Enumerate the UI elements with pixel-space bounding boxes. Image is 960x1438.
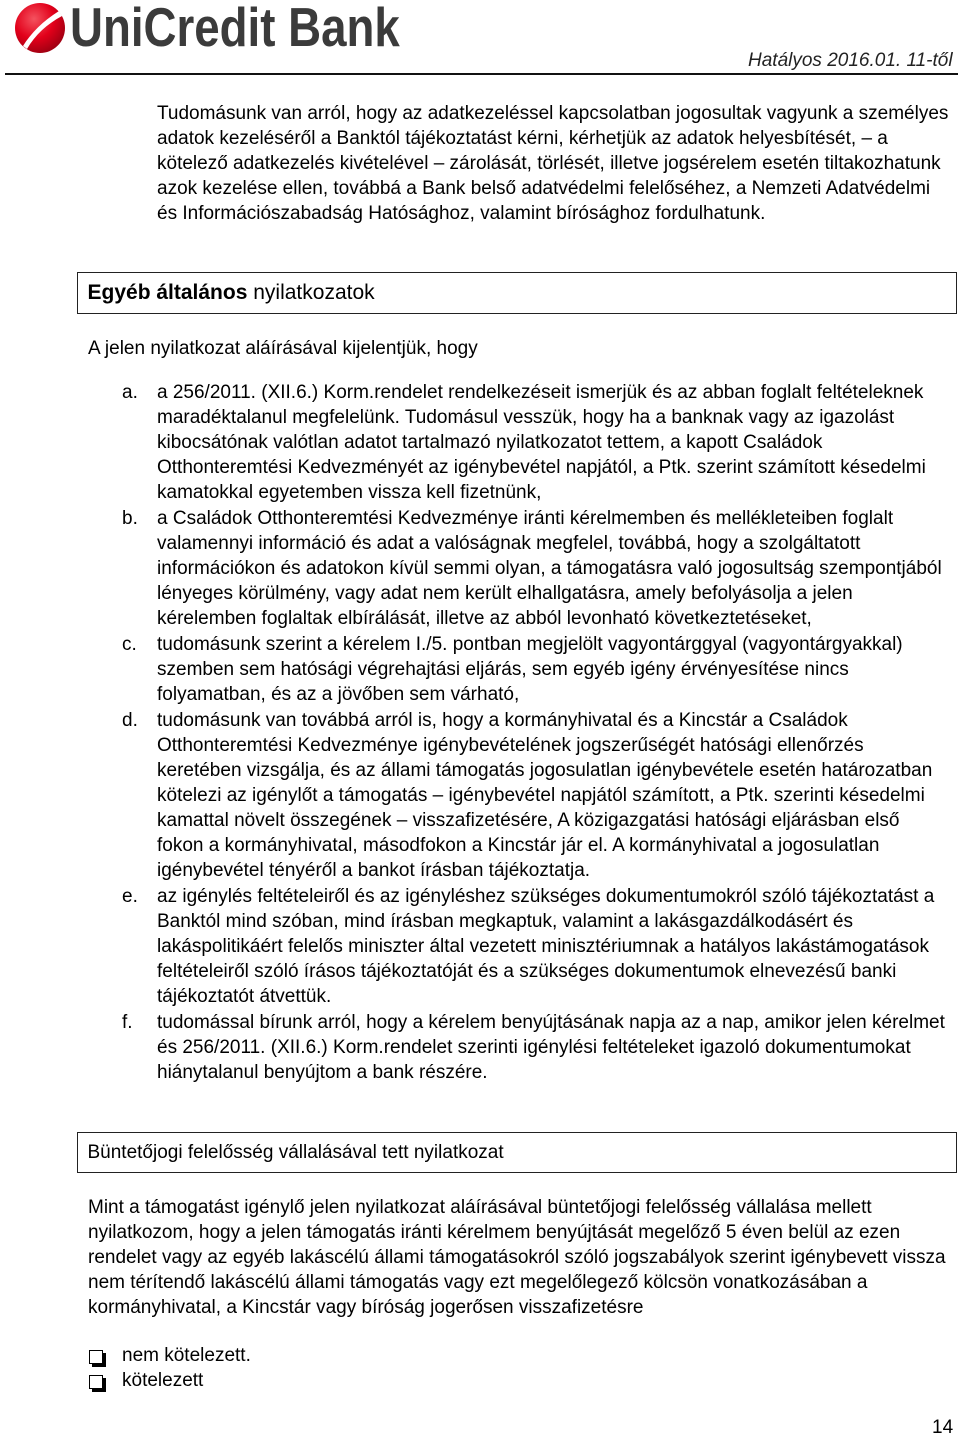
list-item-line: igénybevétel tényéről a bankot írásban tájékoztatja. <box>157 860 591 881</box>
declaration-list <box>0 380 960 1085</box>
list-item-line: tájékoztatót átvettük. <box>157 986 332 1007</box>
data-protection-paragraph <box>157 101 948 226</box>
section-heading-bold: Egyéb általános <box>87 281 248 304</box>
list-item-line: Otthonteremtési Kedvezményét az igénybevétel napjától, a Ptk. szerint számított késedelmi <box>157 457 926 478</box>
list-marker: e. <box>122 886 138 907</box>
header-divider <box>5 73 958 75</box>
paragraph-line: nem térítendő lakáscélú állami támogatás vagy ezt megelőlegező kölcsön vonatkozásában a <box>88 1272 868 1293</box>
list-item-a <box>0 380 960 505</box>
checkbox-icon[interactable] <box>89 1375 103 1389</box>
brand-name: UniCredit Bank <box>70 0 400 58</box>
list-item-line: a Családok Otthonteremtési Kedvezménye iránti kérelmemben és mellékleteiben foglalt <box>157 508 894 529</box>
list-marker: b. <box>122 508 138 529</box>
option-label: nem kötelezett. <box>122 1345 251 1366</box>
list-item-line: tudomásunk van továbbá arról is, hogy a kormányhivatal és a Kincstár a Családok <box>157 710 848 731</box>
list-item-line: kamatokkal egyetemben vissza kell fizetnünk, <box>157 482 542 503</box>
list-item-line: keretében vizsgálja, és az állami támogatás jogosulatlan igénybevétele esetén határozatban <box>157 760 933 781</box>
list-item-line: információkon és adatokon kívül semmi olyan, a támogatásra való jogosultság szempontjából <box>157 558 942 579</box>
section-heading-rest: nyilatkozatok <box>253 281 375 304</box>
option-label: kötelezett <box>122 1370 204 1391</box>
unicredit-logo-icon <box>14 2 66 54</box>
list-item-line: és 256/2011. (XII.6.) Korm.rendelet szerinti igénylési feltételeket igazoló dokumentumokat <box>157 1037 911 1058</box>
list-marker: a. <box>122 382 138 403</box>
list-item-line: folyamatban, és az a jövőben sem várható, <box>157 684 520 705</box>
list-item-line: kamattal növelt összegének – visszafizetésére, A közigazgatási hatósági eljárásban első <box>157 810 900 831</box>
effective-date: Hatályos 2016.01. 11-től <box>748 50 953 71</box>
list-item-line: kötelezi az igénylőt a támogatás – igénybevétel napjától számított, a Ptk. szerinti késedelmi <box>157 785 925 806</box>
paragraph-line: kötelező adatkezelés kivételével – zárolását, törlését, illetve jogsérelem esetén tiltakozhatunk <box>157 153 941 174</box>
list-marker: d. <box>122 710 138 731</box>
list-item-line: kérelemben foglaltak elbírálását, illetve az abból levonható következtetéseket, <box>157 608 812 629</box>
section-heading-text: Büntetőjogi felelősség vállalásával tett nyilatkozat <box>87 1141 504 1163</box>
page-number: 14 <box>932 1417 954 1438</box>
option-not-obliged[interactable] <box>88 1343 308 1368</box>
list-item-f <box>0 1010 960 1085</box>
paragraph-line: Tudomásunk van arról, hogy az adatkezeléssel kapcsolatban jogosultak vagyunk a személyes <box>157 103 949 124</box>
list-item-line: az igénylés feltételeiről és az igényléshez szükséges dokumentumokról szóló tájékoztatást a <box>157 886 935 907</box>
paragraph-line: és Információszabadság Hatósághoz, valamint bírósághoz fordulhatunk. <box>157 203 766 224</box>
option-obliged[interactable] <box>88 1368 308 1393</box>
list-item-line: a 256/2011. (XII.6.) Korm.rendelet rendelkezéseit ismerjük és az abban foglalt feltételeknek <box>157 382 924 403</box>
checkbox-icon[interactable] <box>89 1350 103 1364</box>
list-item-b <box>0 506 960 631</box>
declaration-lead: A jelen nyilatkozat aláírásával kijelentjük, hogy <box>88 338 478 359</box>
paragraph-line: kormányhivatal, a Kincstár vagy bíróság jogerősen visszafizetésre <box>88 1297 644 1318</box>
list-item-line: Otthonteremtési Kedvezménye igénybevételének jogszerűségét hatósági ellenőrzés <box>157 735 864 756</box>
list-item-line: valamennyi információ és adat a valóságnak megfelel, továbbá, hogy a szolgáltatott <box>157 533 861 554</box>
paragraph-line: rendelet vagy az egyéb lakáscélú állami támogatásokról szóló jogszabályok szerint igénybevett vissza <box>88 1247 946 1268</box>
list-item-line: lakáspolitikáért felelős miniszter által vezetett minisztériumnak a hatályos lakástámogatások <box>157 936 929 957</box>
list-item-d <box>0 708 960 883</box>
section-heading-text <box>88 281 375 305</box>
list-marker: f. <box>122 1012 133 1033</box>
list-item-e <box>0 884 960 1009</box>
list-item-line: Banktól mind szóban, mind írásban megkaptuk, valamint a lakásgazdálkodásért és <box>157 911 853 932</box>
list-item-line: szemben sem hatósági végrehajtási eljárás, sem egyéb igény érvényesítése nincs <box>157 659 849 680</box>
section-heading-criminal-liability <box>77 1132 957 1173</box>
list-item-line: tudomással bírunk arról, hogy a kérelem benyújtásának napja az a nap, amikor jelen kérelmet <box>157 1012 945 1033</box>
paragraph-line: nyilatkozom, hogy a jelen támogatás iránti kérelmem benyújtását megelőző 5 éven belül az ezen <box>88 1222 901 1243</box>
paragraph-line: Mint a támogatást igénylő jelen nyilatkozat aláírásával büntetőjogi felelősség vállalása mellett <box>88 1197 872 1218</box>
list-item-line: hiánytalanul benyújtom a bank részére. <box>157 1062 488 1083</box>
section-heading-general-declarations <box>77 272 957 314</box>
list-item-line: feltételeiről szóló írásos tájékoztatóját és a szükséges dokumentumok elnevezésű banki <box>157 961 897 982</box>
list-item-line: tudomásunk szerint a kérelem I./5. pontban megjelölt vagyontárggyal (vagyontárgyakkal) <box>157 634 903 655</box>
list-item-line: fokon a kormányhivatal, másodfokon a Kincstár jár el. A kormányhivatal a jogosulatlan <box>157 835 880 856</box>
paragraph-line: azok kezelése ellen, továbbá a Bank belső adatvédelmi felelőséhez, a Nemzeti Adatvédelmi <box>157 178 931 199</box>
list-item-c <box>0 632 960 707</box>
list-marker: c. <box>122 634 137 655</box>
list-item-line: lényeges körülmény, vagy adat nem került elhallgatásra, amely befolyásolja a jelen <box>157 583 853 604</box>
paragraph-line: adatok kezeléséről a Banktól tájékoztatást kérni, kérhetjük az adatok helyesbítését, – a <box>157 128 888 149</box>
list-item-line: maradéktalanul megfelelünk. Tudomásul vesszük, hogy ha a banknak vagy az igazolást <box>157 407 895 428</box>
criminal-liability-paragraph <box>88 1195 946 1320</box>
list-item-line: kibocsátónak valótlan adatot tartalmazó nyilatkozatot tettem, a kapott Családok <box>157 432 823 453</box>
